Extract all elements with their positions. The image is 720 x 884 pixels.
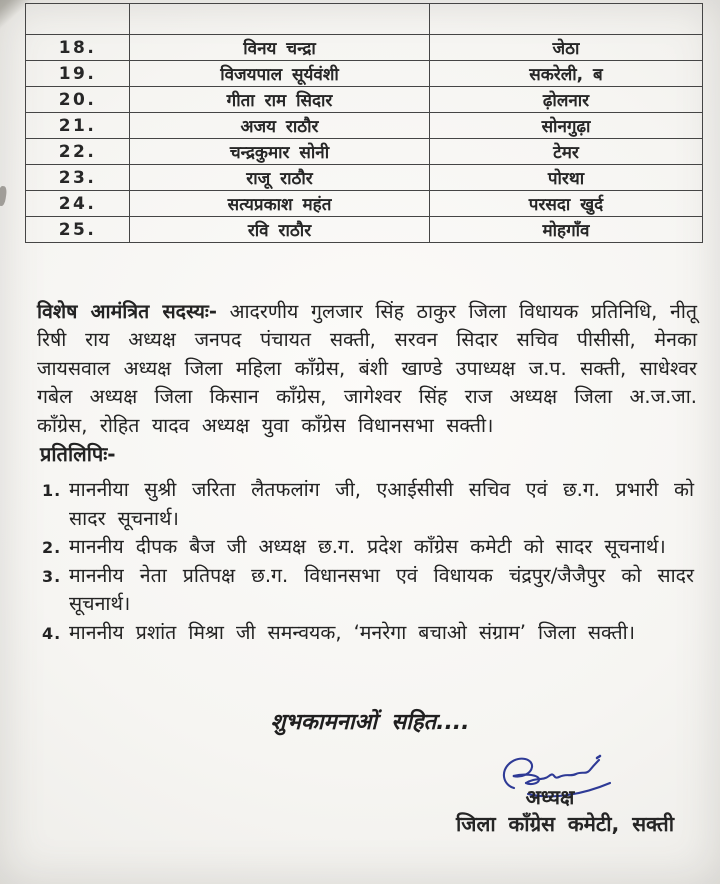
partial-cell — [130, 4, 430, 35]
cell-serial: 25. — [26, 217, 130, 243]
member-table — [25, 3, 703, 243]
copy-to-item: माननीय प्रशांत मिश्रा जी समन्वयक, ‘मनरेगा बचाओ संग्राम’ जिला सक्ती। — [69, 620, 636, 644]
cell-place: सोनगुढ़ा — [430, 113, 703, 139]
table-row — [26, 87, 703, 113]
cell-name: अजय राठौर — [130, 113, 430, 139]
signer-title: अध्यक्ष — [525, 785, 575, 809]
table-row — [26, 113, 703, 139]
copy-to-item: माननीया सुश्री जरिता लैतफलांग जी, एआईसीसी सचिव एवं छ.ग. प्रभारी को सादर सूचनार्थ। — [69, 478, 694, 530]
copy-to-item: माननीय नेता प्रतिपक्ष छ.ग. विधानसभा एवं विधायक चंद्रपुर/जैजैपुर को सादर सूचनार्थ। — [69, 563, 694, 615]
cell-name: चन्द्रकुमार सोनी — [130, 139, 430, 165]
cell-serial: 18. — [26, 35, 130, 61]
cell-name: विजयपाल सूर्यवंशी — [130, 61, 430, 87]
cell-place: टेमर — [430, 139, 703, 165]
copy-to-heading: प्रतिलिपिः- — [40, 442, 116, 466]
left-edge-scan-mark — [0, 186, 7, 207]
cell-name: सत्यप्रकाश महंत — [130, 191, 430, 217]
copy-to-list — [42, 476, 694, 647]
cell-place: परसदा खुर्द — [430, 191, 703, 217]
cell-place: मोहगाँव — [430, 217, 703, 243]
invited-members-paragraph — [37, 298, 697, 441]
cell-place: पोरथा — [430, 165, 703, 191]
copy-to-item: माननीय दीपक बैज जी अध्यक्ष छ.ग. प्रदेश काँग्रेस कमेटी को सादर सूचनार्थ। — [69, 535, 666, 558]
cell-serial: 21. — [26, 113, 130, 139]
table-row — [26, 217, 703, 243]
table-row — [26, 139, 703, 165]
cell-serial: 20. — [26, 87, 130, 113]
cell-name: विनय चन्द्रा — [130, 35, 430, 61]
table-row — [26, 165, 703, 191]
cell-place: जेठा — [430, 35, 703, 61]
cell-serial: 22. — [26, 139, 130, 165]
partial-cell — [26, 4, 130, 35]
cell-place: ढ़ोलनार — [430, 87, 703, 113]
cell-place: सकरेली, ब — [430, 61, 703, 87]
invited-members-body: आदरणीय गुलजार सिंह ठाकुर जिला विधायक प्रतिनिधि, नीतू रिषी राय अध्यक्ष जनपद पंचायत सक्ती, सरवन सिदार सचिव पीसीसी, मेनका जायसवाल अध्यक्ष जिला महिला काँग्रेस, बंशी खाण्डे उपाध्यक्ष ज.प. सक्ती, साधेश्वर गबेल अध्यक्ष जिला किसान काँग्रेस, जागेश्वर सिंह राज अध्यक्ष जिला अ.ज.जा. काँग्रेस, रोहित यादव अध्यक्ष युवा काँग्रेस विधानसभा सक्ती। — [37, 299, 697, 437]
table-row — [26, 35, 703, 61]
cell-serial: 23. — [26, 165, 130, 191]
cell-name: राजू राठौर — [130, 165, 430, 191]
signer-organization: जिला काँग्रेस कमेटी, सक्ती — [455, 812, 675, 836]
member-table-body — [26, 4, 703, 243]
cell-serial: 24. — [26, 191, 130, 217]
table-row — [26, 191, 703, 217]
partial-cutoff-row — [26, 4, 703, 35]
cell-serial: 19. — [26, 61, 130, 87]
closing-greeting: शुभकामनाओं सहित.... — [270, 710, 470, 735]
table-row — [26, 61, 703, 87]
cell-name: गीता राम सिदार — [130, 87, 430, 113]
invited-members-heading: विशेष आमंत्रित सदस्यः- — [37, 299, 217, 323]
partial-cell — [430, 4, 703, 35]
cell-name: रवि राठौर — [130, 217, 430, 243]
